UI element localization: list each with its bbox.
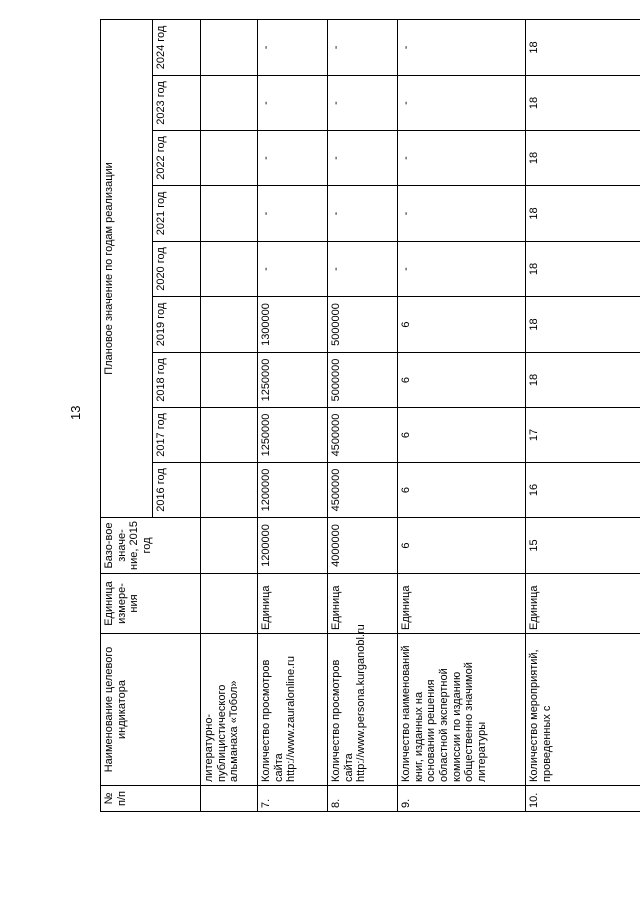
- table-row: [258, 19, 328, 811]
- year-value-cell: [201, 463, 258, 518]
- year-value-cell: -: [398, 131, 526, 186]
- table-row: [328, 19, 398, 811]
- year-value-cell: -: [398, 242, 526, 297]
- base-value-cell: [201, 518, 258, 574]
- base-value-cell: 15: [526, 518, 640, 574]
- year-value-cell: 6: [398, 297, 526, 353]
- indicator-name-cell: литературно-публицистического альманаха «Тобол»: [201, 634, 258, 786]
- year-value-cell: [201, 19, 258, 75]
- indicator-name-cell: Количество просмотров сайта http://www.zauralonline.ru: [258, 634, 328, 786]
- year-value-cell: [201, 408, 258, 463]
- header-unit: Единица измере-ния: [101, 574, 201, 634]
- year-value-cell: 1300000: [258, 297, 328, 353]
- year-value-cell: -: [328, 76, 398, 131]
- year-value-cell: -: [398, 186, 526, 242]
- base-value-cell: 1200000: [258, 518, 328, 574]
- year-value-cell: -: [258, 76, 328, 131]
- base-value-cell: 4000000: [328, 518, 398, 574]
- year-value-cell: 4500000: [328, 408, 398, 463]
- year-value-cell: [201, 353, 258, 408]
- header-year: 2019 год: [153, 297, 201, 353]
- indicator-table-wrapper: [100, 20, 640, 812]
- year-value-cell: [201, 76, 258, 131]
- year-value-cell: 5000000: [328, 353, 398, 408]
- year-value-cell: 18: [526, 186, 640, 242]
- header-indicator-name: Наименование целевого индикатора: [101, 634, 201, 786]
- header-year: 2023 год: [153, 76, 201, 131]
- year-value-cell: 6: [398, 463, 526, 518]
- year-value-cell: -: [258, 131, 328, 186]
- page-number: 13: [68, 405, 83, 420]
- row-number-cell: [201, 786, 258, 812]
- year-value-cell: 18: [526, 131, 640, 186]
- unit-cell: Единица: [526, 574, 640, 634]
- year-value-cell: 5000000: [328, 297, 398, 353]
- table-body: [201, 19, 640, 811]
- year-value-cell: 18: [526, 297, 640, 353]
- year-value-cell: -: [328, 186, 398, 242]
- header-year: 2018 год: [153, 353, 201, 408]
- year-value-cell: 1250000: [258, 408, 328, 463]
- year-value-cell: 6: [398, 353, 526, 408]
- row-number-cell: 7.: [258, 786, 328, 812]
- year-value-cell: -: [328, 19, 398, 75]
- indicator-name-cell: Количество просмотров сайта http://www.persona.kurganobl.ru: [328, 634, 398, 786]
- year-value-cell: -: [328, 242, 398, 297]
- year-value-cell: 18: [526, 76, 640, 131]
- table-row: [201, 19, 258, 811]
- row-number-cell: 9.: [398, 786, 526, 812]
- unit-cell: Единица: [258, 574, 328, 634]
- year-value-cell: [201, 131, 258, 186]
- year-value-cell: -: [398, 76, 526, 131]
- unit-cell: Единица: [398, 574, 526, 634]
- year-value-cell: 1200000: [258, 463, 328, 518]
- year-value-cell: 16: [526, 463, 640, 518]
- unit-cell: Единица: [328, 574, 398, 634]
- row-number-cell: 10.: [526, 786, 640, 812]
- header-plan: Плановое значение по годам реализации: [101, 19, 153, 517]
- year-value-cell: 17: [526, 408, 640, 463]
- year-value-cell: 18: [526, 353, 640, 408]
- year-value-cell: [201, 297, 258, 353]
- unit-cell: [201, 574, 258, 634]
- year-value-cell: 4500000: [328, 463, 398, 518]
- indicator-name-cell: Количество мероприятий, проведенных с: [526, 634, 640, 786]
- year-value-cell: -: [258, 186, 328, 242]
- year-value-cell: -: [328, 131, 398, 186]
- year-value-cell: -: [258, 19, 328, 75]
- base-value-cell: 6: [398, 518, 526, 574]
- header-year: 2020 год: [153, 242, 201, 297]
- indicator-name-cell: Количество наименований книг, изданных на основании решения областной экспертной комиссии по изданию общественно значимой литературы: [398, 634, 526, 786]
- year-value-cell: 18: [526, 19, 640, 75]
- row-number-cell: 8.: [328, 786, 398, 812]
- header-number: № п/п: [101, 786, 201, 812]
- indicator-table: [100, 19, 640, 812]
- header-year: 2024 год: [153, 19, 201, 75]
- year-value-cell: [201, 242, 258, 297]
- year-value-cell: -: [398, 19, 526, 75]
- year-value-cell: -: [258, 242, 328, 297]
- year-value-cell: 18: [526, 242, 640, 297]
- table-header-row: [101, 19, 153, 811]
- table-row: [398, 19, 526, 811]
- table-row: [526, 19, 640, 811]
- header-year: 2022 год: [153, 131, 201, 186]
- header-year: 2016 год: [153, 463, 201, 518]
- header-year: 2021 год: [153, 186, 201, 242]
- header-year: 2017 год: [153, 408, 201, 463]
- year-value-cell: [201, 186, 258, 242]
- year-value-cell: 6: [398, 408, 526, 463]
- header-base-value: Базо-вое значе-ние, 2015 год: [101, 518, 201, 574]
- year-value-cell: 1250000: [258, 353, 328, 408]
